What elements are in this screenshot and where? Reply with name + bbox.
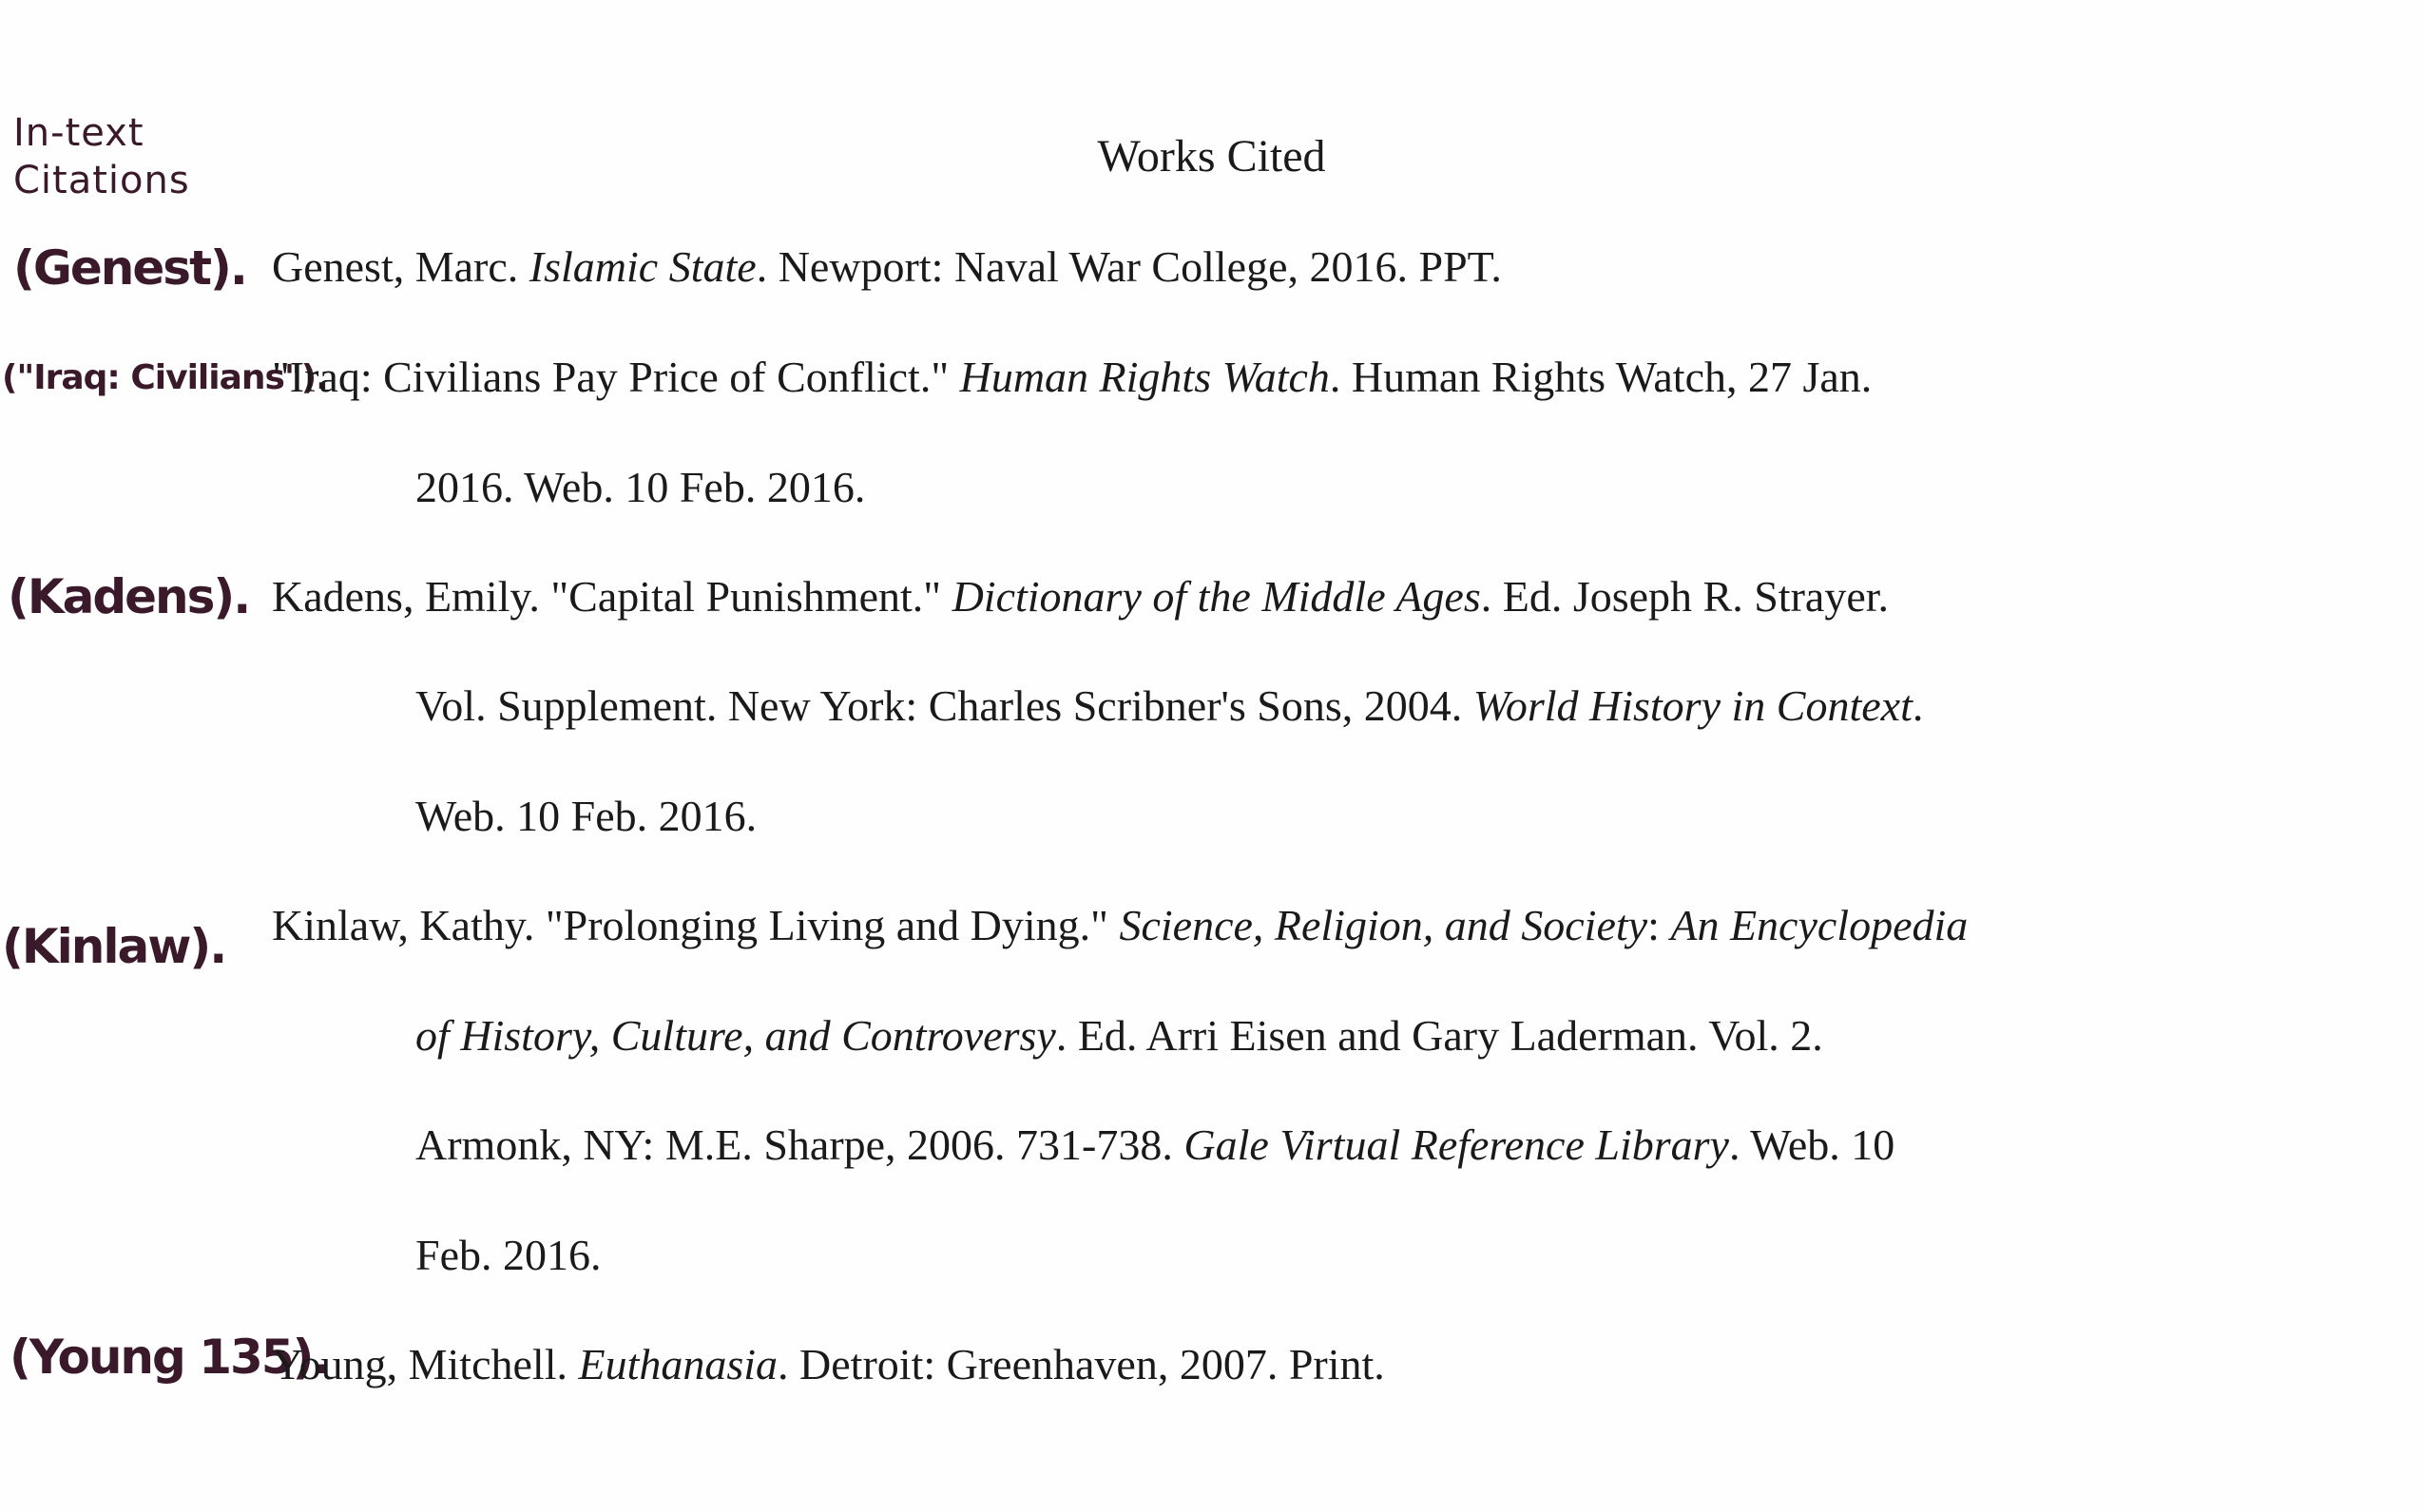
citation-text: Young, Mitchell.	[272, 1340, 579, 1388]
citation-italic-text: Euthanasia	[578, 1340, 779, 1388]
handwritten-citation-kinlaw: (Kinlaw).	[2, 919, 226, 974]
citation-text: "Iraq: Civilians Pay Price of Conflict."	[272, 353, 960, 401]
citation-text: Armonk, NY: M.E. Sharpe, 2006. 731-738.	[415, 1120, 1184, 1169]
citation-text: . Detroit: Greenhaven, 2007. Print.	[778, 1340, 1385, 1388]
citation-line	[272, 350, 1872, 405]
citation-italic-text: of History, Culture, and Controversy	[415, 1011, 1056, 1060]
handwritten-citation-genest: (Genest).	[13, 240, 246, 296]
citation-text: . Human Rights Watch, 27 Jan.	[1329, 353, 1873, 401]
citation-italic-text: Dictionary of the Middle Ages	[952, 572, 1481, 621]
citation-italic-text: Science, Religion, and Society	[1119, 901, 1648, 949]
citation-line	[415, 460, 865, 515]
handwritten-heading-line2: Citations	[13, 159, 190, 202]
citation-italic-text: Gale Virtual Reference Library	[1183, 1120, 1729, 1169]
citation-text: Kinlaw, Kathy. "Prolonging Living and Dying."	[272, 901, 1120, 949]
citation-line	[415, 679, 1923, 734]
handwritten-citation-kadens: (Kadens).	[8, 569, 250, 624]
citation-text: Web. 10 Feb. 2016.	[415, 792, 758, 840]
citation-text: :	[1647, 901, 1671, 949]
page-title: Works Cited	[1097, 131, 1326, 182]
citation-line	[272, 898, 1968, 953]
citation-text: Feb. 2016.	[415, 1231, 602, 1279]
citation-text: Vol. Supplement. New York: Charles Scribner's Sons, 2004.	[415, 681, 1473, 730]
citation-text: .	[1912, 681, 1924, 730]
citation-line	[272, 1337, 1385, 1392]
citation-text: Genest, Marc.	[272, 242, 529, 291]
citation-text: . Ed. Joseph R. Strayer.	[1480, 572, 1890, 621]
handwritten-citation-young: (Young 135).	[10, 1330, 329, 1385]
citation-italic-text: An Encyclopedia	[1670, 901, 1969, 949]
handwritten-heading-line1: In-text	[13, 111, 144, 155]
citation-italic-text: Islamic State	[529, 242, 757, 291]
citation-line	[272, 569, 1889, 624]
citation-text: . Ed. Arri Eisen and Gary Laderman. Vol. 2.	[1055, 1011, 1823, 1060]
citation-text: 2016. Web. 10 Feb. 2016.	[415, 463, 866, 511]
citation-line	[415, 1008, 1823, 1063]
citation-italic-text: World History in Context	[1472, 681, 1913, 730]
handwritten-citation-iraq: ("Iraq: Civilians").	[2, 358, 328, 397]
citation-line	[415, 1228, 602, 1283]
citation-text: . Newport: Naval War College, 2016. PPT.	[756, 242, 1502, 291]
citation-line	[272, 239, 1502, 295]
citation-line	[415, 789, 757, 844]
citation-italic-text: Human Rights Watch	[959, 353, 1330, 401]
citation-text: . Web. 10	[1728, 1120, 1895, 1169]
citation-text: Kadens, Emily. "Capital Punishment."	[272, 572, 952, 621]
citation-line	[415, 1118, 1894, 1173]
